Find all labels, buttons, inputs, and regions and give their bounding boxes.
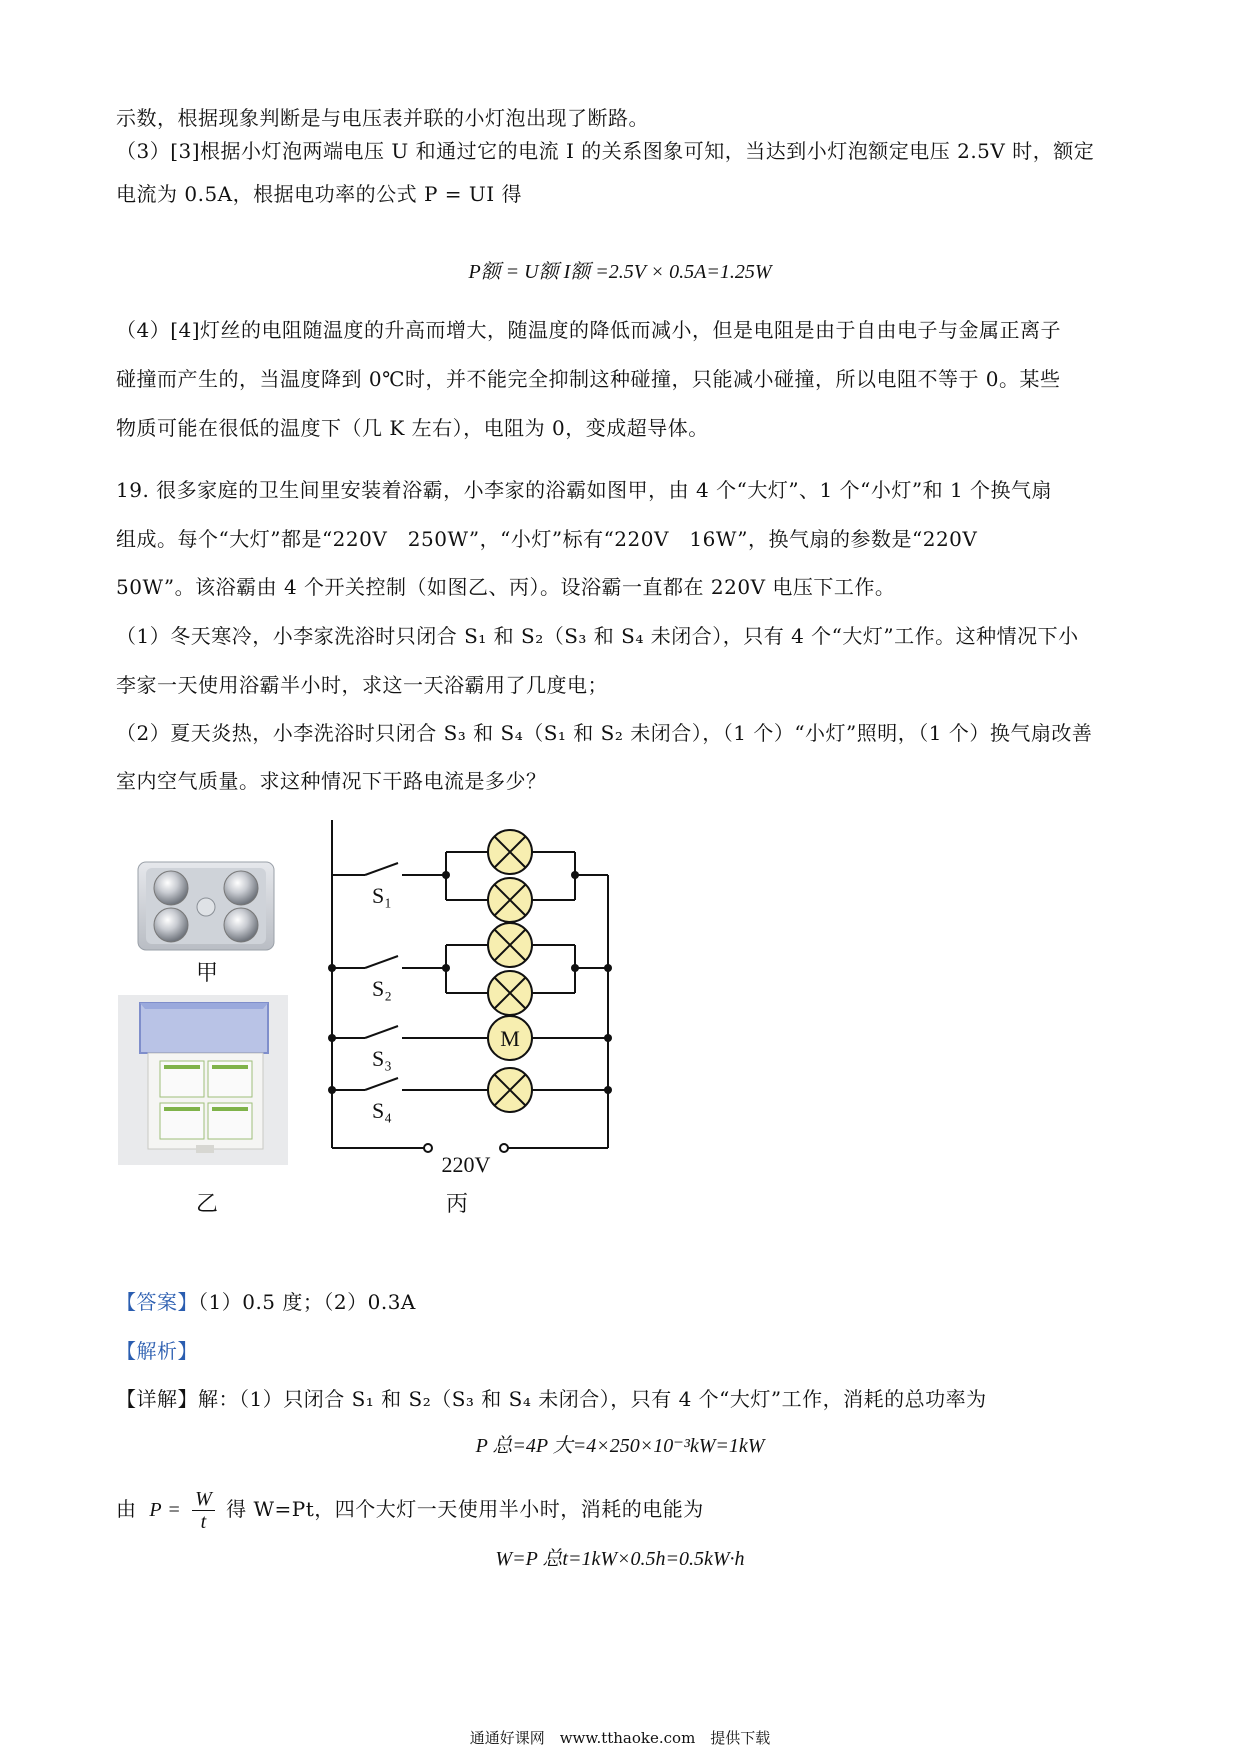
answer-tag: 【答案】: [116, 1290, 198, 1314]
formula-power-rated: P额 = U额 I额 =2.5V × 0.5A=1.25W: [468, 261, 772, 283]
terminal-left: [424, 1144, 432, 1152]
question-line: 50W”。该浴霸由 4 个开关控制（如图乙、丙）。设浴霸一直都在 220V 电压下工作。: [116, 575, 896, 599]
question-line: （2）夏天炎热，小李洗浴时只闭合 S₃ 和 S₄（S₁ 和 S₂ 未闭合），（1 个）“小灯”照明，（1 个）换气扇改善: [116, 721, 1093, 745]
lamp-big-1: [488, 830, 532, 874]
switch-label-s3: S₃: [372, 1046, 392, 1071]
answer-text: （1）0.5 度；（2）0.3A: [198, 1290, 416, 1314]
voltage-label: 220V: [441, 1152, 491, 1177]
answer-line: [116, 1288, 416, 1316]
fraction-w-over-t: [192, 1488, 215, 1533]
fraction-numerator: W: [192, 1488, 215, 1511]
formula-total-power: P 总=4P 大=4×250×10⁻³kW=1kW: [475, 1435, 765, 1457]
question-line: 室内空气质量。求这种情况下干路电流是多少？: [116, 769, 547, 793]
detail-prefix: 由: [116, 1497, 137, 1521]
detail-line-fraction: [116, 1484, 704, 1535]
lamp-small: [488, 1068, 532, 1112]
paragraph-line: 示数，根据现象判断是与电压表并联的小灯泡出现了断路。: [116, 106, 649, 130]
terminal-right: [500, 1144, 508, 1152]
paragraph-line: 碰撞而产生的，当温度降到 0℃时，并不能完全抑制这种碰撞，只能减小碰撞，所以电阻不等于 0。某些: [116, 367, 1061, 391]
question-line: 组成。每个“大灯”都是“220V 250W”，“小灯”标有“220V 16W”，换气扇的参数是“220V: [116, 527, 978, 551]
detail-suffix: 得 W=Pt，四个大灯一天使用半小时，消耗的电能为: [226, 1497, 704, 1521]
question-line: （1）冬天寒冷，小李家洗浴时只闭合 S₁ 和 S₂（S₃ 和 S₄ 未闭合），只有 4 个“大灯”工作。这种情况下小: [116, 624, 1079, 648]
lamp-big-4: [488, 971, 532, 1015]
lamp-big-2: [488, 878, 532, 922]
figure-caption-yi: 乙: [196, 1192, 219, 1217]
figure-caption-bing: 丙: [446, 1192, 469, 1217]
figure-caption-jia: 甲: [196, 961, 219, 986]
switch-label-s1: S₁: [372, 883, 392, 908]
paragraph-line: （3）[3]根据小灯泡两端电压 U 和通过它的电流 I 的关系图象可知，当达到小灯泡额定电压 2.5V 时，额定: [116, 139, 1095, 163]
bath-heater-photo: [136, 860, 276, 952]
switch-label-s4: S₄: [372, 1098, 392, 1123]
paragraph-line: （4）[4]灯丝的电阻随温度的升高而增大，随温度的降低而减小，但是电阻是由于自由电子与金属正离子: [116, 318, 1062, 342]
paragraph-line: 物质可能在很低的温度下（几 K 左右），电阻为 0，变成超导体。: [116, 416, 709, 440]
fraction-lhs: P =: [149, 1499, 182, 1521]
question-line: 19. 很多家庭的卫生间里安装着浴霸，小李家的浴霸如图甲，由 4 个“大灯”、1 个“小灯”和 1 个换气扇: [116, 478, 1053, 502]
switch-panel-photo: [118, 995, 288, 1165]
switch-label-s2: S₂: [372, 976, 392, 1001]
question-line: 李家一天使用浴霸半小时，求这一天浴霸用了几度电；: [116, 673, 608, 697]
motor-label: M: [500, 1026, 520, 1051]
page-footer: 通通好课网 www.tthaoke.com 提供下载: [469, 1729, 771, 1747]
detail-line: 【详解】解：（1）只闭合 S₁ 和 S₂（S₃ 和 S₄ 未闭合），只有 4 个“大灯”工作，消耗的总功率为: [116, 1387, 987, 1411]
circuit-diagram: [320, 820, 620, 1180]
fraction-denominator: t: [200, 1511, 207, 1533]
paragraph-line: 电流为 0.5A，根据电功率的公式 P = UI 得: [116, 182, 523, 206]
analysis-tag: 【解析】: [116, 1339, 198, 1363]
formula-energy: W=P 总t=1kW×0.5h=0.5kW·h: [495, 1548, 745, 1570]
lamp-big-3: [488, 923, 532, 967]
